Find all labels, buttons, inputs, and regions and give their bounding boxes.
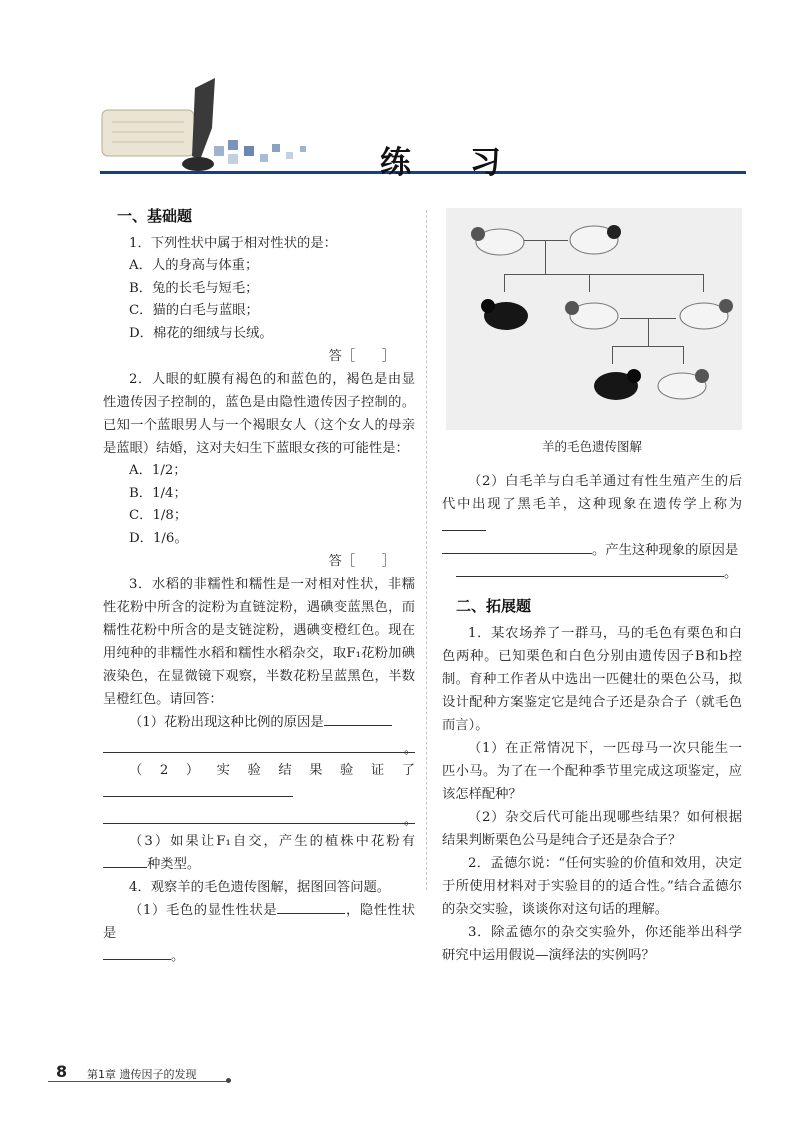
q3-sub2-answer-line[interactable] [103,807,417,828]
header-decoration [214,140,314,170]
q1-option-c: C．猫的白毛与蓝眼； [129,303,259,318]
footer-dot [226,1078,231,1083]
q3-sub3 [103,830,415,876]
descent-line [545,240,546,274]
q4-stem: 4．观察羊的毛色遗传图解，据图回答问题。 [129,880,391,895]
q3-sub3-blank[interactable] [103,855,147,868]
q3-sub2-text: （2）实验结果验证了 [129,763,415,778]
white-sheep-icon [672,292,734,336]
q4-sub2-text: （2）白毛羊与白毛羊通过有性生殖产生的后代中出现了黑毛羊，这种现象在遗传学上称为 [442,474,742,512]
child-line [703,274,704,292]
right-column [442,470,742,967]
left-column [103,200,415,968]
q4-sub1-text: （1）毛色的显性性状是 [129,903,278,918]
q2-option-c: C．1/8； [129,508,188,523]
section-basic-title: 一、基础题 [117,207,193,225]
page-footer [40,1062,240,1092]
q2-option-b: B．1/4； [129,485,187,501]
q4-sub1-mid: ，隐性性状是 [103,903,415,941]
column-divider [426,210,427,890]
q4-recessive-blank[interactable] [103,947,171,960]
q3-sub3-tail: 种类型。 [147,857,201,872]
q3-sub1-text: （1）花粉出现这种比例的原因是 [129,715,324,730]
mating-line [524,240,568,241]
footer-rule [48,1081,228,1082]
q1-option-b: B．兔的长毛与短毛； [129,280,259,296]
white-sheep-icon [468,220,528,260]
q4-term-blank-cont[interactable] [442,541,592,554]
q4-sub1-line2 [103,945,415,968]
q4-sub2-reason-line [442,562,742,585]
q4-sub2-end: 。 [724,566,738,581]
page-title: 练 习 [380,145,525,181]
q1-answer-bracket[interactable]: 答［ ］ [328,349,395,364]
q3-sub1-blank[interactable] [324,713,392,726]
q3-sub3-text: （3）如果让F₁自交，产生的植株中花粉有 [129,834,415,849]
e3-stem: 3．除孟德尔的杂交实验外，你还能举出科学研究中运用假说—演绎法的实例吗？ [442,925,742,963]
q3-stem: 3．水稻的非糯性和糯性是一对相对性状，非糯性花粉中所含的淀粉为直链淀粉，遇碘变蓝黑色，而糯性花粉中所含的是支链淀粉，遇碘变橙红色。现在用纯种的非糯性水稻和糯性水稻杂交，取F₁花粉加碘液染色，在显微镜下观察，半数花粉呈蓝黑色，半数呈橙红色。请回答： [103,577,415,707]
q2-stem: 2．人眼的虹膜有褐色的和蓝色的，褐色是由显性遗传因子控制的，蓝色是由隐性遗传因子控制的。已知一个蓝眼男人与一个褐眼女人（这个女人的母亲是蓝眼）结婚，这对夫妇生下蓝眼女孩的可能性是： [103,372,415,456]
sheep-pedigree-figure [446,208,742,430]
q4-dominant-blank[interactable] [277,901,345,914]
quill-scroll-icon [100,78,230,178]
q4-sub1 [103,899,415,945]
q4-term-blank[interactable] [442,518,486,531]
q4-sub2 [442,470,742,539]
chapter-label: 第1章 遗传因子的发现 [87,1068,197,1081]
section-extension-title: 二、拓展题 [456,597,532,615]
white-sheep-icon [562,292,622,336]
q2-option-a: A．1/2； [129,463,187,478]
q1-option-a: A．人的身高与体重； [129,258,259,273]
page-header [0,0,800,200]
white-sheep-icon [564,218,624,260]
e2-stem: 2．孟德尔说：“任何实验的价值和效用，决定于所使用材料对于实验目的的适合性。”结合孟德尔的杂交实验，谈谈你对这句话的理解。 [442,856,742,917]
q4-sub1-end: 。 [171,949,185,964]
q3-sub2 [103,759,415,805]
e1-sub2: （2）杂交后代可能出现哪些结果？如何根据结果判断栗色公马是纯合子还是杂合子？ [442,810,742,848]
q4-sub2-tail: 。产生这种现象的原因是 [592,543,739,558]
q3-sub2-end-mark: 。 [403,813,417,828]
page-number: 8 [56,1062,68,1081]
q3-sub1-end-mark: 。 [403,742,417,757]
child-line [504,274,505,292]
figure-caption: 羊的毛色遗传图解 [541,439,642,454]
descent-line [648,318,649,346]
sibship-line [504,274,704,275]
e1-stem: 1．某农场养了一群马，马的毛色有栗色和白色两种。已知栗色和白色分别由遗传因子B和b控制。育种工作者从中选出一匹健壮的栗色公马，拟设计配种方案鉴定它是纯合子还是杂合子（就毛色而言）。 [442,626,742,733]
q3-sub1 [103,711,415,734]
white-sheep-icon [652,362,712,406]
black-sheep-icon [588,362,644,406]
q3-sub1-answer-line[interactable] [103,736,417,757]
q1-option-d: D．棉花的细绒与长绒。 [129,325,273,341]
q2-answer-bracket[interactable]: 答［ ］ [328,554,395,569]
black-sheep-icon [478,292,534,336]
q4-sub2-line2 [442,539,742,562]
e1-sub1: （1）在正常情况下，一匹母马一次只能生一匹小马。为了在一个配种季节里完成这项鉴定，应该怎样配种？ [442,741,742,802]
q1-stem: 1．下列性状中属于相对性状的是： [129,236,337,251]
child-line [589,274,590,292]
sibship-line [612,346,684,347]
q3-sub2-blank[interactable] [103,784,293,797]
q4-reason-blank[interactable] [456,564,724,577]
q2-option-d: D．1/6。 [129,530,188,546]
